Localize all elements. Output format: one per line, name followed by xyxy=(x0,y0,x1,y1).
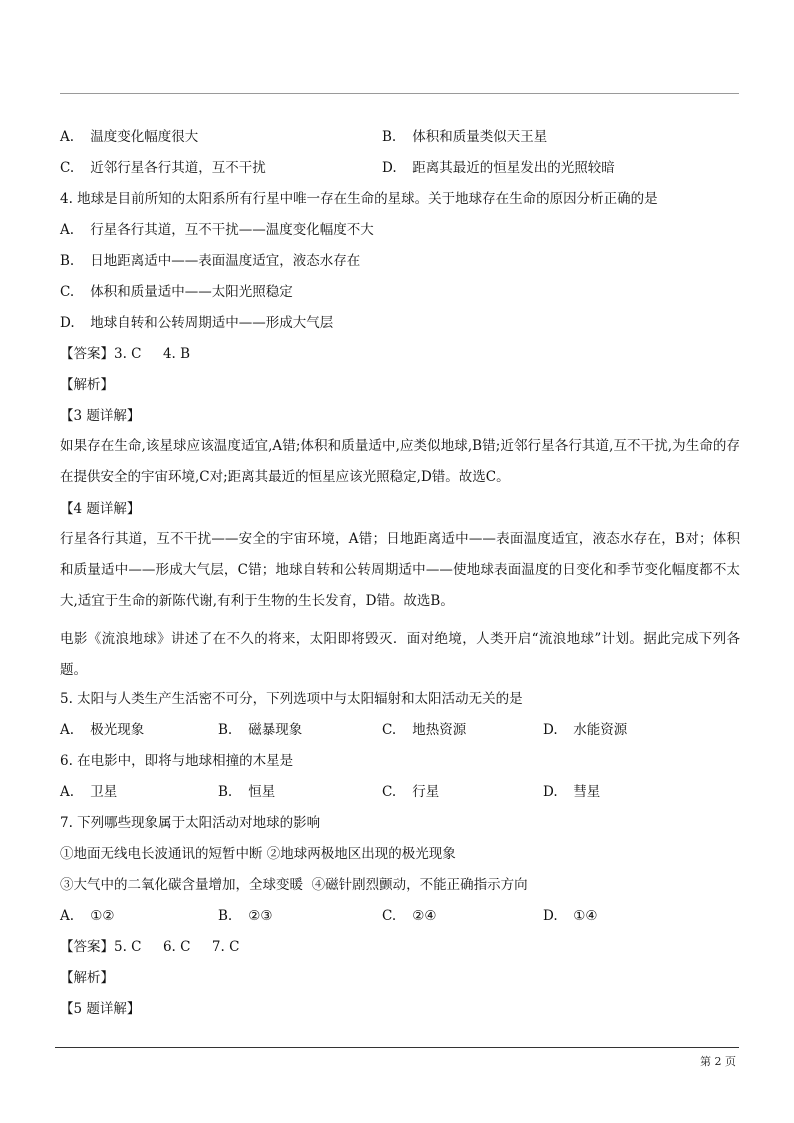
q7-option-b xyxy=(218,906,273,926)
q5-option-b xyxy=(218,720,302,740)
q4-option-a xyxy=(60,220,374,240)
q4-stem: 4. 地球是目前所知的太阳系所有行星中唯一存在生命的星球。关于地球存在生命的原因分析正确的是 xyxy=(60,191,658,207)
option-label: D. xyxy=(543,908,558,924)
q6-option-b xyxy=(218,782,275,802)
option-label: B. xyxy=(60,253,75,269)
q5-option-d xyxy=(543,720,627,740)
option-label: A. xyxy=(60,784,75,800)
option-label: C. xyxy=(60,160,75,176)
option-label: B. xyxy=(218,784,233,800)
answer-line-2: 【答案】5. C 6. C 7. C xyxy=(60,939,240,955)
q7-items-1-2: ①地面无线电长波通讯的短暂中断 ②地球两极地区出现的极光现象 xyxy=(60,846,456,862)
option-text: 极光现象 xyxy=(90,722,145,738)
option-text: 卫星 xyxy=(90,784,118,800)
q5-stem: 5. 太阳与人类生产生活密不可分，下列选项中与太阳辐射和太阳活动无关的是 xyxy=(60,691,523,707)
q7-items-3-4: ③大气中的二氧化碳含量增加，全球变暖 ④磁针剧烈颤动，不能正确指示方向 xyxy=(60,877,528,893)
q3-option-b xyxy=(382,127,547,147)
option-text: ①④ xyxy=(573,908,598,924)
q5-option-a xyxy=(60,720,144,740)
analysis-heading-1: 【解析】 xyxy=(60,377,114,393)
option-label: A. xyxy=(60,222,75,238)
q7-option-c xyxy=(382,906,437,926)
q4-option-c xyxy=(60,282,293,302)
option-label: A. xyxy=(60,908,75,924)
option-text: 地球自转和公转周期适中——形成大气层 xyxy=(90,315,334,331)
detail-4-title: 【4 题详解】 xyxy=(60,501,141,517)
option-text: ①② xyxy=(90,908,115,924)
q3-option-a xyxy=(60,127,198,147)
detail-3-text: 如果存在生命,该星球应该温度适宜,A错;体积和质量适中,应类似地球,B错;近邻行星各行其道,互不干扰,为生命的存在提供安全的宇宙环境,C对;距离其最近的恒星应该光照稳定,D错。故选C。 xyxy=(60,438,740,485)
q6-option-a xyxy=(60,782,117,802)
option-text: 近邻行星各行其道，互不干扰 xyxy=(90,160,266,176)
option-label: D. xyxy=(60,315,75,331)
option-text: 磁暴现象 xyxy=(248,722,303,738)
analysis-heading-2: 【解析】 xyxy=(60,970,114,986)
header-rule xyxy=(60,93,739,94)
q4-option-b xyxy=(60,251,360,271)
option-text: 温度变化幅度很大 xyxy=(90,129,199,145)
option-text: 彗星 xyxy=(573,784,601,800)
q7-stem: 7. 下列哪些现象属于太阳活动对地球的影响 xyxy=(60,815,321,831)
option-text: 水能资源 xyxy=(573,722,628,738)
option-text: 行星 xyxy=(412,784,440,800)
q3-option-c xyxy=(60,158,266,178)
option-label: A. xyxy=(60,129,75,145)
option-text: 行星各行其道，互不干扰——温度变化幅度不大 xyxy=(90,222,374,238)
option-label: A. xyxy=(60,722,75,738)
q4-option-d xyxy=(60,313,333,333)
movie-intro: 电影《流浪地球》讲述了在不久的将来，太阳即将毁灭．面对绝境，人类开启“流浪地球”计划。据此完成下列各题。 xyxy=(60,631,740,678)
q7-option-a xyxy=(60,906,115,926)
option-label: D. xyxy=(543,722,558,738)
option-text: 地热资源 xyxy=(412,722,467,738)
option-text: 距离其最近的恒星发出的光照较暗 xyxy=(412,160,615,176)
option-text: 体积和质量适中——太阳光照稳定 xyxy=(90,284,293,300)
option-text: 体积和质量类似天王星 xyxy=(412,129,548,145)
detail-3-title: 【3 题详解】 xyxy=(60,408,141,424)
footer-rule xyxy=(55,1047,739,1048)
option-label: D. xyxy=(543,784,558,800)
option-text: 恒星 xyxy=(248,784,276,800)
option-label: C. xyxy=(382,908,397,924)
q3-option-d xyxy=(382,158,615,178)
option-label: C. xyxy=(382,722,397,738)
option-label: B. xyxy=(218,722,233,738)
option-text: 日地距离适中——表面温度适宜，液态水存在 xyxy=(90,253,361,269)
q6-option-d xyxy=(543,782,600,802)
option-text: ②③ xyxy=(248,908,273,924)
option-label: B. xyxy=(218,908,233,924)
q7-option-d xyxy=(543,906,598,926)
option-text: ②④ xyxy=(412,908,437,924)
answer-line-1: 【答案】3. C 4. B xyxy=(60,346,191,362)
detail-5-title: 【5 题详解】 xyxy=(60,1001,141,1017)
option-label: C. xyxy=(60,284,75,300)
q5-option-c xyxy=(382,720,466,740)
q6-option-c xyxy=(382,782,439,802)
q6-stem: 6. 在电影中，即将与地球相撞的木星是 xyxy=(60,753,294,769)
option-label: D. xyxy=(382,160,397,176)
detail-4-text: 行星各行其道，互不干扰——安全的宇宙环境，A错；日地距离适中——表面温度适宜，液态水存在，B对；体积和质量适中——形成大气层，C错；地球自转和公转周期适中——使地球表面温度的日变化和季节变化幅度都不太大,适宜于生命的新陈代谢,有利于生物的生长发育，D错。故选B。 xyxy=(60,531,740,609)
option-label: B. xyxy=(382,129,397,145)
option-label: C. xyxy=(382,784,397,800)
page-number: 第 2 页 xyxy=(700,1055,736,1068)
